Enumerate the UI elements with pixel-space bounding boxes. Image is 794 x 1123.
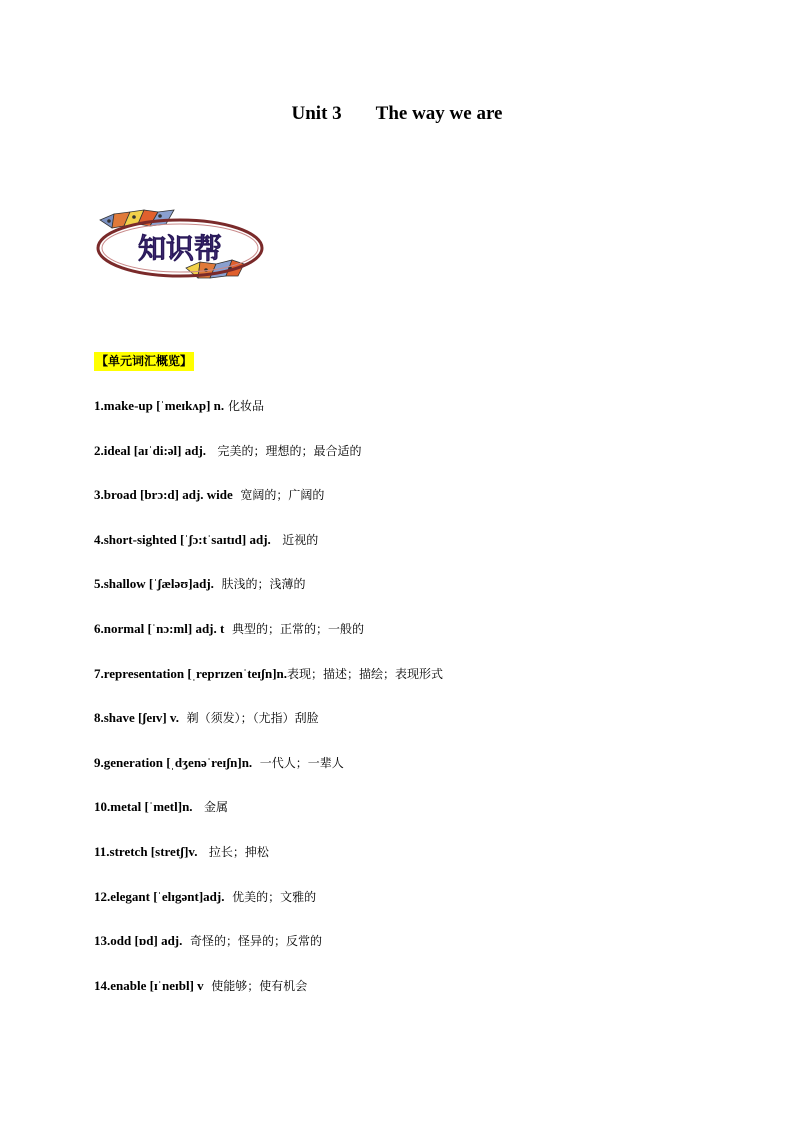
vocab-term: 5.shallow [ˈʃæləʊ]adj. — [94, 576, 214, 592]
section-label: 【单元词汇概览】 — [94, 352, 194, 371]
vocab-meaning: 完美的；理想的；最合适的 — [206, 443, 362, 458]
vocab-term: 8.shave [ʃeɪv] v. — [94, 710, 179, 726]
vocab-item — [94, 398, 443, 443]
vocab-meaning: 奇怪的；怪异的；反常的 — [182, 934, 323, 949]
vocab-meaning: 肤浅的；浅薄的 — [213, 577, 306, 592]
vocab-item — [94, 621, 443, 666]
page-title — [0, 103, 794, 125]
unit-name: The way we are — [375, 103, 503, 124]
vocab-term: 14.enable [ɪˈneɪbl] v — [94, 977, 204, 993]
vocab-meaning: 近视的 — [270, 532, 319, 547]
vocab-meaning: 一代人；一辈人 — [252, 755, 344, 770]
vocab-meaning: 拉长；抻松 — [197, 844, 269, 859]
banner-text: 知识帮 — [137, 232, 223, 265]
vocab-term: 4.short-sighted [ˈʃɔ:tˈsaɪtɪd] adj. — [94, 531, 271, 547]
vocab-list — [94, 398, 443, 1022]
vocab-item — [94, 532, 443, 577]
vocab-term: 7.representation [ˌreprɪzenˈteɪʃn]n. — [94, 665, 288, 681]
vocab-term: 11.stretch [stretʃ]v. — [94, 843, 198, 859]
vocab-meaning: 表现；描述；描绘；表现形式 — [287, 666, 444, 681]
vocab-meaning: 优美的；文雅的 — [224, 889, 317, 904]
vocab-item — [94, 443, 443, 488]
vocab-meaning: 典型的；正常的；一般的 — [224, 621, 364, 636]
vocab-item — [94, 576, 443, 621]
vocab-item — [94, 710, 443, 755]
vocab-item — [94, 799, 443, 844]
vocab-meaning: 宽阔的；广阔的 — [232, 488, 325, 503]
vocab-meaning: 使能够；使有机会 — [203, 978, 308, 993]
vocab-term: 9.generation [ˌdʒenəˈreɪʃn]n. — [94, 754, 253, 770]
vocab-term: 3.broad [brɔ:d] adj. wide — [94, 487, 233, 503]
vocab-term: 12.elegant [ˈelɪgənt]adj. — [94, 888, 225, 904]
vocab-item — [94, 666, 443, 711]
vocab-term: 6.normal [ˈnɔ:ml] adj. t — [94, 620, 225, 636]
vocab-item — [94, 487, 443, 532]
vocab-item — [94, 933, 443, 978]
vocab-item — [94, 889, 443, 934]
unit-number: Unit 3 — [291, 103, 342, 124]
vocab-meaning: 剃（须发）；（尤指）刮脸 — [178, 711, 319, 726]
vocab-meaning: 金属 — [192, 800, 229, 815]
vocab-term: 13.odd [ɒd] adj. — [94, 933, 183, 949]
vocab-item — [94, 978, 443, 1023]
vocab-item — [94, 844, 443, 889]
vocab-term: 10.metal [ˈmetl]n. — [94, 799, 193, 815]
vocab-item — [94, 755, 443, 800]
knowledge-banner-logo — [94, 206, 270, 288]
vocab-term: 2.ideal [aɪˈdi:əl] adj. — [94, 442, 207, 458]
vocab-term: 1.make-up [ˈmeɪkʌp] n. — [94, 398, 225, 413]
vocab-meaning: 化妆品 — [224, 399, 264, 413]
